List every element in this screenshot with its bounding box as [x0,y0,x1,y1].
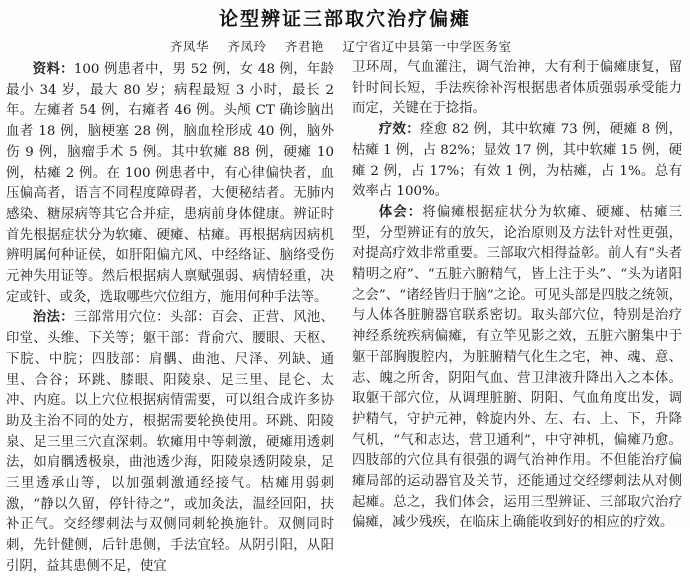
author-affiliation: 辽宁省辽中县第一中学医务室 [342,39,512,54]
author-byline [170,37,526,55]
efficacy-body: 痊愈 82 例，其中软瘫 73 例，硬瘫 8 例，枯瘫 1 例，占 82%；显效 17 例，其中软瘫 15 例，硬瘫 2 例，占 17%；有效 1 例，为枯瘫，占 1%。总有效率占 100%。 [352,122,682,200]
continuation-paragraph: 卫环周，气血灌注，调气治神，大有利于偏瘫康复，留针时间长短，手法疾徐补泻根据患者体质强弱承受能力而定，关键在于捻指。 [352,60,682,117]
method-body: 三部常用穴位：头部：百会、正营、风池、印堂、头维、下关等；躯干部：背俞穴、腰眼、天枢、下脘、中脘；四肢部：肩髃、曲池、尺泽、列缺、通里、合谷；环跳、膝眼、阳陵泉、足三里、昆仑、太冲、内庭。以上穴位根据病情需要，可以组合成许多协助及主治不同的处方，根据需要轮换使用。环跳、阳陵泉、足三里三穴直深刺。软瘫用中等刺激，硬瘫用透刺法，如肩髃透极泉，曲池透少海，阳陵泉透阴陵泉，足三里透承山等，以加强刺激通经接气。枯瘫用弱刺激，“静以久留，停针待之”，或加灸法，温经回阳，扶补正气。交经缪刺法与双侧同刺轮换施针。双侧同时刺，先针健侧，后针患侧，手法宜轻。从阴引阳，从阳引阴，益其患侧不足，使宜 [6,310,335,574]
author-name: 齐凤玲 [227,39,267,54]
discussion-paragraph [352,203,682,534]
left-text-column [6,60,334,578]
efficacy-paragraph [352,120,682,203]
discussion-heading: 体会： [378,204,423,220]
author-name: 齐君艳 [285,39,325,54]
discussion-body: 将偏瘫根据症状分为软瘫、硬瘫、枯瘫三型，分型辨证有的放矢，论治原则及方法针对性更强，对提高疗效非常重要。三部取穴相得益彰。前人有“头者精明之府”、“五脏六腑精气，皆上注于头”、“头为诸阳之会”、“诸经皆归于脑”之论。可见头部是四肢之统领，与人体各脏腑器官联系密切。取头部穴位，特别是治疗神经系统疾病偏瘫，有立竿见影之效，五脏六腑集中于躯干部胸腹腔内，为脏腑精气化生之宅，神、魂、意、志、魄之所舍，阴阳气血、营卫津液升降出入之本体。取躯干部穴位，从调理脏腑、阴阳、气血角度出发，调护精气，守护元神，斡旋内外、左、右、上、下，升降气机，“气和志达，营卫通利”，中守神机，偏瘫乃愈。四肢部的穴位具有很强的调气治神作用。不但能治疗偏瘫局部的运动器官及关节，还能通过交经缪刺法从对侧起瘫。总之，我们体会，运用三型辨证、三部取穴治疗偏瘫，减少残疾，在临床上确能收到好的相应的疗效。 [352,204,683,531]
method-heading: 治法： [32,310,74,326]
efficacy-heading: 疗效： [378,122,420,138]
materials-heading: 资料： [32,62,74,77]
article-title: 论型辨证三部取穴治疗偏瘫 [218,8,471,30]
right-text-column [352,58,682,534]
materials-paragraph [6,60,334,308]
method-paragraph [6,308,334,577]
author-name: 齐凤华 [170,39,210,54]
materials-body: 100 例患者中，男 52 例，女 48 例，年龄最小 34 岁，最大 80 岁；病程最短 3 小时，最长 2 年。左瘫者 54 例，右瘫者 46 例。头颅 CT 确诊脑出血者 18 例，脑梗塞 28 例，脑血栓形成 40 例，脑外伤 9 例，脑瘤手术 5 例。其中软瘫 88 例，硬瘫 10 例，枯瘫 2 例。在 100 例患者中，有心律偏快者，血压偏高者，语言不同程度障碍者，大便秘结者。无肺内感染、糖尿病等其它合并症，患病前身体健康。辨证时首先根据症状分为软瘫、硬瘫、枯瘫。再根据病因病机辨明属何种证侯，如肝阳偏亢风、中经络证、脑络受伤元神失用证等。然后根据病人禀赋强弱、病情轻重，决定或针、或灸，选取哪些穴位组方，施用何种手法等。 [6,62,334,305]
